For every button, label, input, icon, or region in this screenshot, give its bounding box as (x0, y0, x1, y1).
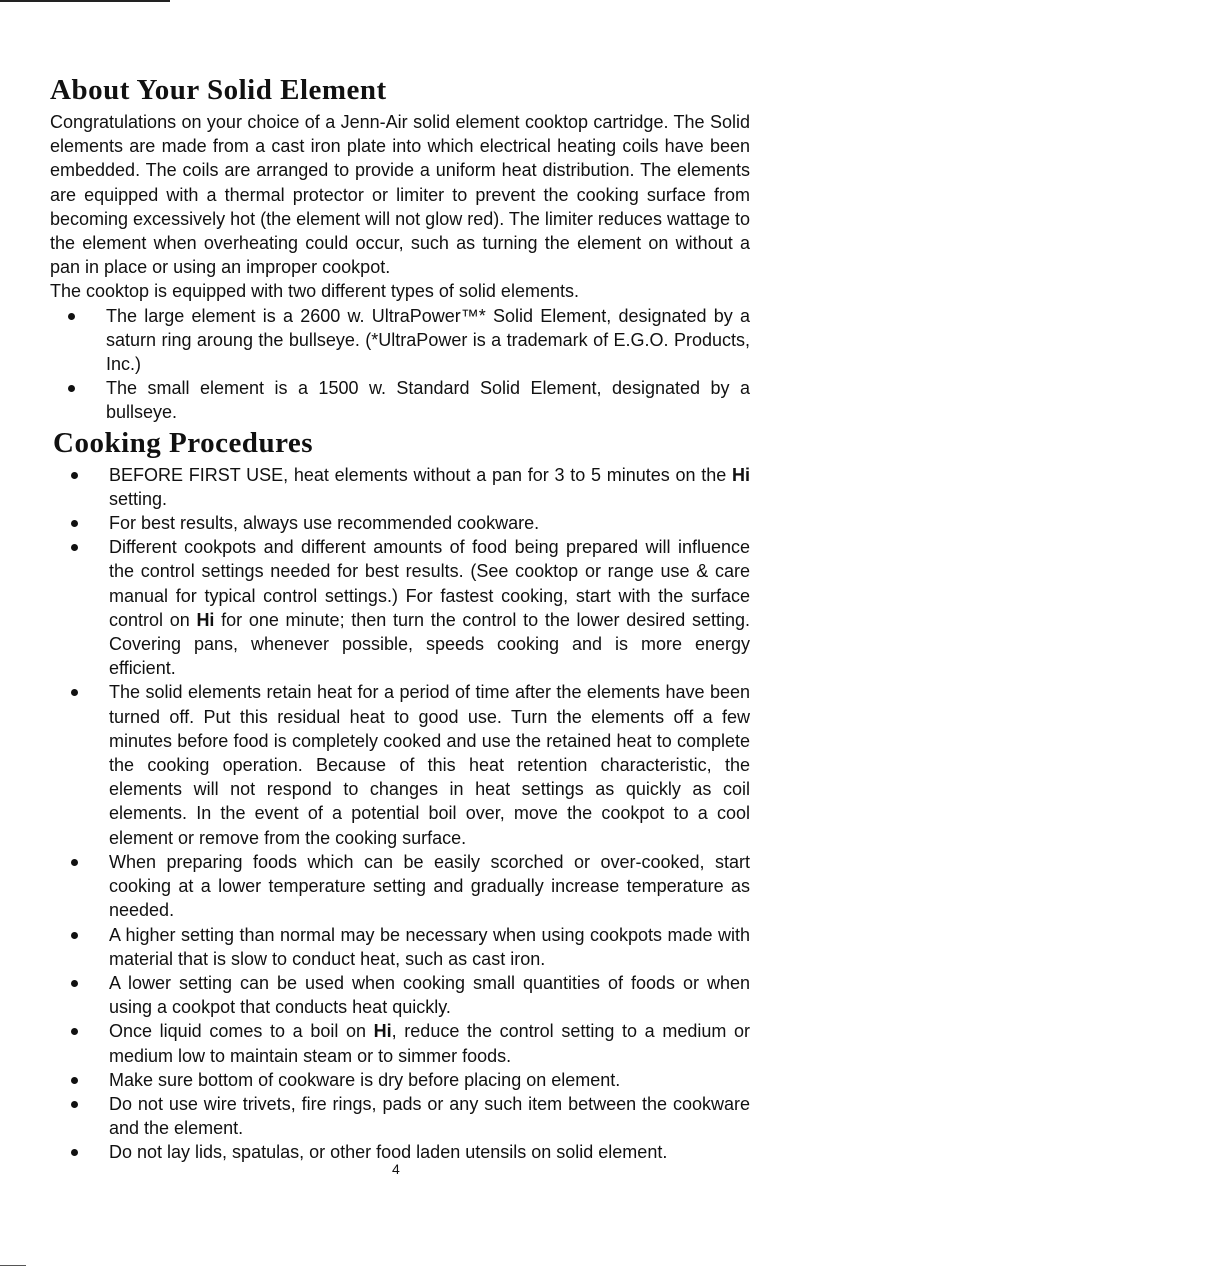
item-text: The solid elements retain heat for a period of time after the elements have been turned off. Put this residual heat to good use. Turn the elements off a few minutes before food is completely cooked and use the retained heat to complete the cooking operation. Because of this heat retention characteristic, the elements will not respond to changes in heat settings as quickly as coil elements. In the event of a potential boil over, move the cookpot to a cool element or remove from the cooking surface. (109, 682, 750, 848)
item-text: , reduce the control setting to a medium or medium low to maintain steam or to simmer foods. (109, 1021, 750, 1066)
element-types-list (50, 304, 750, 425)
item-text: for one minute; then turn the control to the lower desired setting. Covering pans, whenever possible, speeds cooking and is more energy efficient. (109, 609, 750, 679)
cooking-heading: Cooking Procedures (53, 426, 314, 459)
list-item (50, 463, 750, 511)
list-item (50, 1092, 750, 1140)
item-text: Once liquid comes to a boil on (109, 1021, 374, 1042)
item-text: Make sure bottom of cookware is dry before placing on element. (109, 1069, 621, 1090)
about-heading: About Your Solid Element (50, 74, 387, 106)
item-text: When preparing foods which can be easily scorched or over-cooked, start cooking at a lower temperature setting and gradually increase temperature as needed. (109, 851, 750, 921)
list-item (50, 1019, 750, 1067)
item-text: A higher setting than normal may be necessary when using cookpots made with material that is slow to conduct heat, such as cast iron. (109, 924, 750, 969)
item-text: A lower setting can be used when cooking small quantities of foods or when using a cookpot that conducts heat quickly. (109, 972, 750, 1018)
item-text: BEFORE FIRST USE, heat elements without a pan for 3 to 5 minutes on the (109, 464, 732, 485)
list-item (50, 1140, 750, 1164)
hi-setting-label: Hi (732, 464, 750, 485)
item-text: setting. (109, 488, 168, 509)
hi-setting-label: Hi (196, 609, 215, 630)
about-types-paragraph: The cooktop is equipped with two different types of solid elements. (50, 281, 579, 302)
item-text: Do not lay lids, spatulas, or other food laden utensils on solid element. (109, 1142, 668, 1163)
document-page (50, 70, 750, 1165)
list-item: The large element is a 2600 w. UltraPower™* Solid Element, designated by a saturn ring aroung the bullseye. (*UltraPower is a trademark of E.G.O. Products, Inc.) (50, 304, 750, 377)
list-item (50, 923, 750, 971)
scan-edge-mark (0, 0, 170, 2)
list-item (50, 971, 750, 1019)
item-text: For best results, always use recommended cookware. (109, 513, 540, 534)
item-text: Different cookpots and different amounts of food being prepared will influence the control settings needed for best results. (See cooktop or range use & care manual for typical control settings.) For fastest cooking, start with the surface control on (109, 537, 750, 630)
about-intro-paragraph: Congratulations on your choice of a Jenn-Air solid element cooktop cartridge. The Solid elements are made from a cast iron plate into which electrical heating coils have been embedded. The coils are arranged to provide a uniform heat distribution. The elements are equipped with a thermal protector or limiter to prevent the cooking surface from becoming excessively hot (the element will not glow red). The limiter reduces wattage to the element when overheating could occur, such as turning the element on without a pan in place or using an improper cookpot. (50, 112, 750, 278)
hi-setting-label: Hi (373, 1021, 392, 1042)
cooking-procedures-list (50, 463, 750, 1165)
list-item (50, 511, 750, 535)
list-item: The small element is a 1500 w. Standard Solid Element, designated by a bullseye. (50, 376, 750, 424)
list-item (50, 680, 750, 849)
list-item (50, 850, 750, 923)
item-text: Do not use wire trivets, fire rings, pads or any such item between the cookware and the element. (109, 1093, 750, 1139)
list-item (50, 1068, 750, 1092)
scan-edge-mark-bottom (0, 1265, 26, 1266)
page-number: 4 (392, 1161, 400, 1177)
list-item (50, 535, 750, 680)
